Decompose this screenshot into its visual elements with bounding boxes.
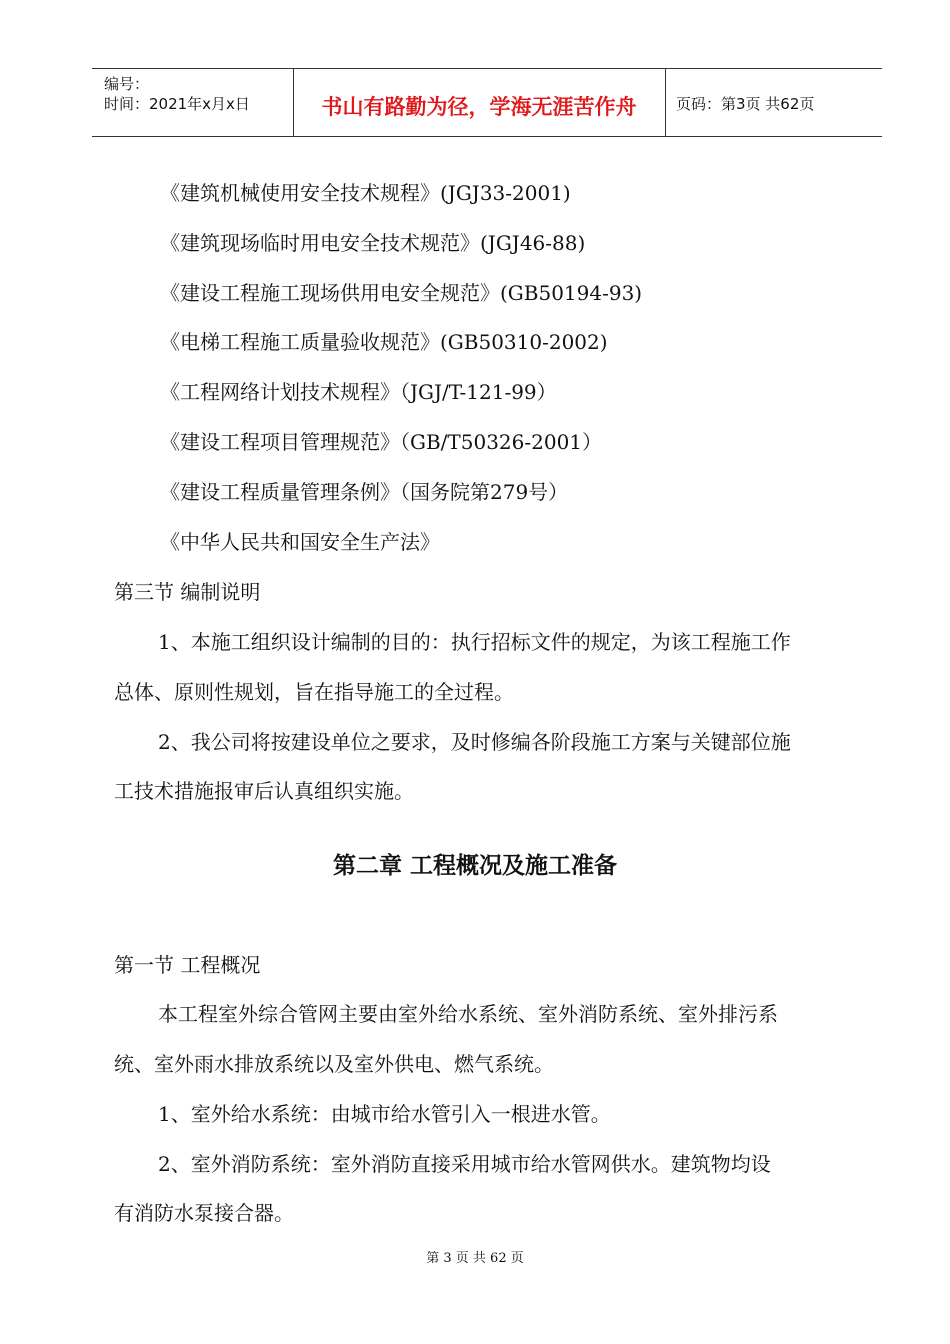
reference-item: 《建设工程质量管理条例》（国务院第279号） <box>160 480 569 504</box>
paragraph-line: 1、室外给水系统：由城市给水管引入一根进水管。 <box>158 1102 611 1126</box>
page-header <box>92 68 882 137</box>
reference-item: 《建设工程项目管理规范》（GB/T50326-2001） <box>160 430 603 454</box>
reference-item: 《建筑现场临时用电安全技术规范》(JGJ46-88) <box>160 231 586 255</box>
section-heading: 第一节 工程概况 <box>114 953 261 977</box>
reference-item: 《电梯工程施工质量验收规范》(GB50310-2002) <box>160 330 608 354</box>
header-motto-cell <box>293 69 666 136</box>
header-page-number: 页码：第3页 共62页 <box>676 95 815 113</box>
paragraph-line: 2、室外消防系统：室外消防直接采用城市给水管网供水。建筑物均设 <box>158 1152 771 1176</box>
reference-item: 《中华人民共和国安全生产法》 <box>160 530 440 554</box>
paragraph-line: 2、我公司将按建设单位之要求，及时修编各阶段施工方案与关键部位施 <box>158 730 791 754</box>
paragraph-line: 1、本施工组织设计编制的目的：执行招标文件的规定，为该工程施工作 <box>158 630 791 654</box>
document-number-label: 编号： <box>104 75 150 93</box>
paragraph-line: 本工程室外综合管网主要由室外给水系统、室外消防系统、室外排污系 <box>158 1002 778 1026</box>
page-footer: 第 3 页 共 62 页 <box>426 1251 524 1266</box>
section-heading: 第三节 编制说明 <box>114 580 261 604</box>
document-time-label: 时间：2021年x月x日 <box>104 95 250 113</box>
header-meta <box>92 69 294 136</box>
chapter-title: 第二章 工程概况及施工准备 <box>332 853 617 879</box>
reference-item: 《建设工程施工现场供用电安全规范》(GB50194-93) <box>160 281 643 305</box>
reference-item: 《工程网络计划技术规程》（JGJ/T-121-99） <box>160 380 557 404</box>
paragraph-line: 工技术措施报审后认真组织实施。 <box>114 779 414 803</box>
header-page-cell <box>666 69 882 136</box>
paragraph-line: 总体、原则性规划，旨在指导施工的全过程。 <box>114 680 514 704</box>
paragraph-line: 有消防水泵接合器。 <box>114 1201 294 1225</box>
paragraph-line: 统、室外雨水排放系统以及室外供电、燃气系统。 <box>114 1052 554 1076</box>
header-motto: 书山有路勤为径，学海无涯苦作舟 <box>321 95 637 119</box>
reference-item: 《建筑机械使用安全技术规程》(JGJ33-2001) <box>160 181 571 205</box>
